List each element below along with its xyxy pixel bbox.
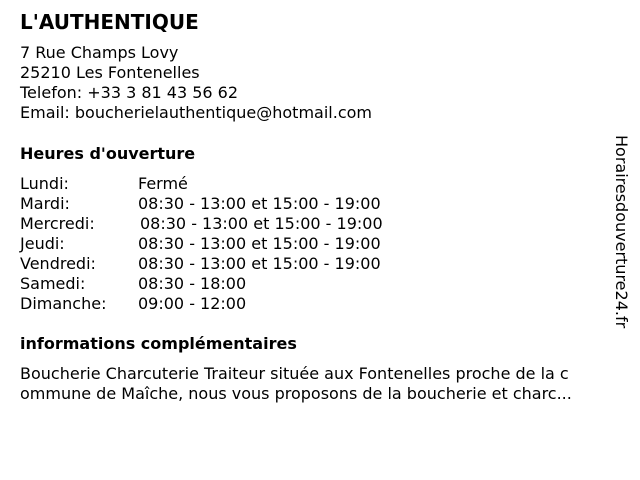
- day-label: Mardi:: [20, 194, 70, 213]
- day-hours: 08:30 - 13:00 et 15:00 - 19:00: [138, 254, 381, 273]
- info-line: Boucherie Charcuterie Traiteur située aux Fontenelles proche de la c: [20, 364, 569, 383]
- city-address: 25210 Les Fontenelles: [20, 63, 200, 82]
- day-label: Lundi:: [20, 174, 69, 193]
- day-label: Jeudi:: [20, 234, 65, 253]
- phone-number: Telefon: +33 3 81 43 56 62: [20, 83, 239, 102]
- info-description: [20, 364, 620, 404]
- contact-block: [20, 43, 372, 123]
- info-line: ommune de Maîche, nous vous proposons de la boucherie et charc...: [20, 384, 572, 403]
- street-address: 7 Rue Champs Lovy: [20, 43, 179, 62]
- site-watermark: [612, 135, 634, 345]
- day-hours: 09:00 - 12:00: [138, 294, 247, 313]
- day-label: Mercredi:: [20, 214, 95, 233]
- day-hours: 08:30 - 18:00: [138, 274, 247, 293]
- email-address: Email: boucherielauthentique@hotmail.com: [20, 103, 372, 122]
- day-label: Vendredi:: [20, 254, 96, 273]
- info-heading: informations complémentaires: [20, 334, 297, 353]
- business-name: L'AUTHENTIQUE: [20, 10, 199, 34]
- day-hours: 08:30 - 13:00 et 15:00 - 19:00: [140, 214, 383, 233]
- day-label: Samedi:: [20, 274, 86, 293]
- watermark-text: Horairesdouverture24.fr: [612, 135, 631, 329]
- day-hours: 08:30 - 13:00 et 15:00 - 19:00: [138, 234, 381, 253]
- hours-heading: Heures d'ouverture: [20, 144, 196, 163]
- day-hours: Fermé: [138, 174, 188, 193]
- day-hours: 08:30 - 13:00 et 15:00 - 19:00: [138, 194, 381, 213]
- day-label: Dimanche:: [20, 294, 107, 313]
